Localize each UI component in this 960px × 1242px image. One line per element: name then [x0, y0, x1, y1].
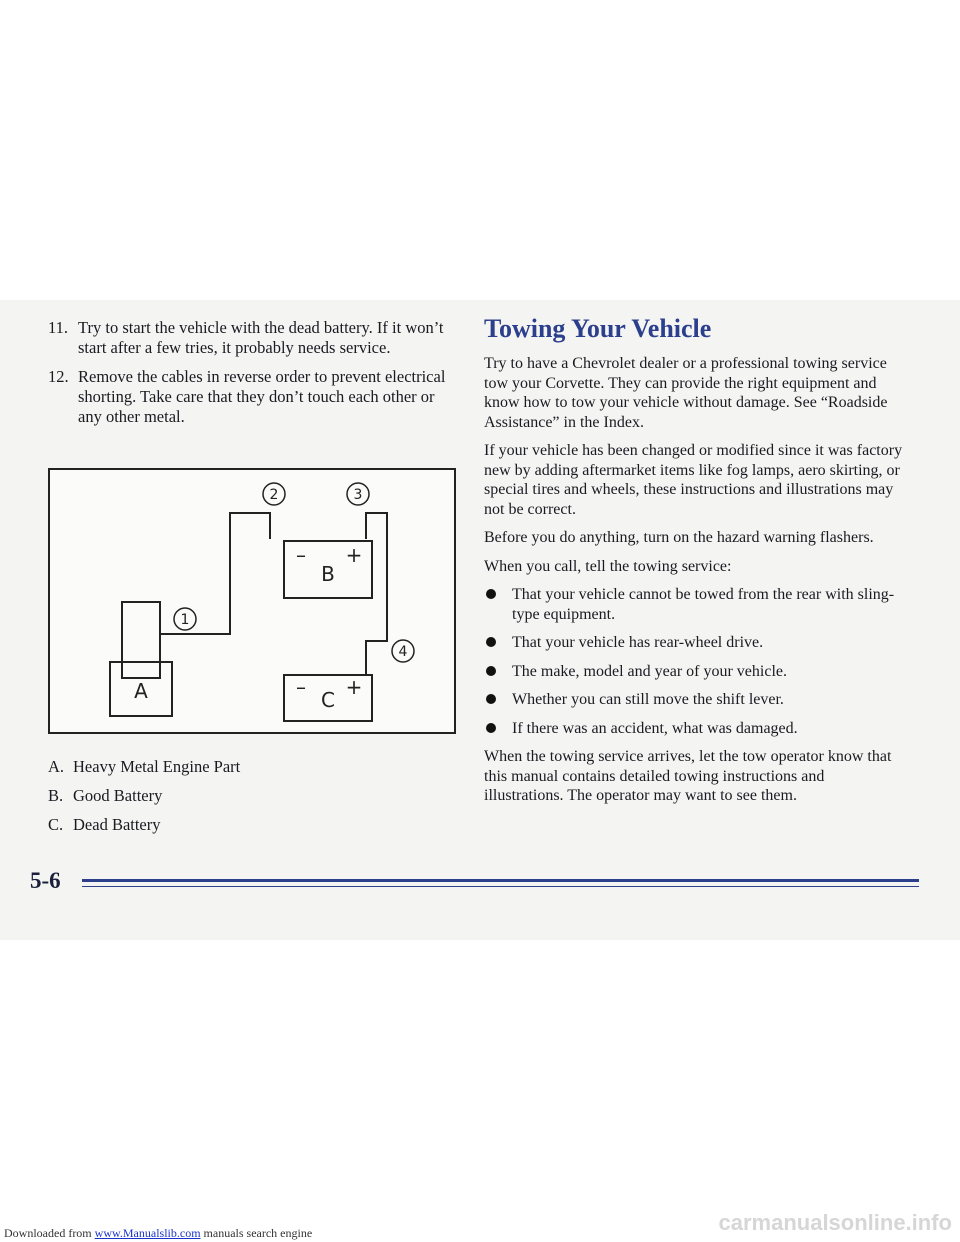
callout-3-number: 3 — [353, 487, 363, 503]
step-12 — [48, 367, 448, 427]
step-number: 12. — [48, 367, 69, 386]
bullet-icon — [486, 694, 496, 704]
label-a: A — [134, 679, 148, 703]
step-11 — [48, 318, 448, 358]
checklist-text: That your vehicle has rear-wheel drive. — [512, 634, 764, 651]
checklist-text: That your vehicle cannot be towed from the rear with sling-type equipment. — [512, 586, 895, 623]
page-footer — [30, 868, 890, 898]
watermark: carmanualsonline.info — [718, 1210, 952, 1235]
modification-paragraph: If your vehicle has been changed or modified since it was factory new by adding aftermarket items like fog lamps, aero skirting, or special tires and wheels, these instructions and illustrations may not be correct. — [484, 442, 903, 518]
footer-rule — [82, 879, 919, 882]
download-note — [4, 1226, 312, 1241]
engine-part-a-upper — [122, 602, 160, 678]
page-number: 5-6 — [30, 868, 61, 893]
battery-c-negative-terminal: – — [296, 675, 306, 699]
towing-section — [484, 312, 904, 815]
checklist-text: Whether you can still move the shift lever. — [512, 691, 784, 708]
checklist-item — [484, 719, 904, 739]
battery-b-positive-terminal: + — [345, 543, 363, 567]
legend-item-b — [48, 786, 448, 806]
towing-checklist — [484, 585, 904, 738]
jump-start-diagram — [48, 468, 456, 734]
manualslib-link[interactable]: www.Manualslib.com — [94, 1226, 201, 1240]
legend-item-c — [48, 815, 448, 835]
step-text: Try to start the vehicle with the dead battery. If it won’t start after a few tries, it probably needs service. — [78, 318, 444, 357]
section-title: Towing Your Vehicle — [484, 314, 712, 343]
arrival-paragraph: When the towing service arrives, let the tow operator know that this manual contains detailed towing instructions and illustrations. The operator may want to see them. — [484, 748, 892, 804]
checklist-text: If there was an accident, what was damaged. — [512, 719, 798, 737]
legend-letter: A. — [48, 757, 65, 776]
bullet-icon — [486, 723, 496, 733]
legend-letter: C. — [48, 815, 64, 834]
battery-b-negative-terminal: – — [296, 543, 306, 567]
legend-text: Dead Battery — [73, 815, 161, 834]
steps-list — [48, 318, 448, 427]
legend-item-a — [48, 757, 448, 777]
step-text: Remove the cables in reverse order to prevent electrical shorting. Take care that they don’t touch each other or any other metal. — [78, 367, 446, 426]
download-suffix: manuals search engine — [200, 1226, 313, 1240]
battery-connection-diagram — [50, 470, 454, 732]
footer-rule-thin — [82, 886, 919, 887]
label-b: B — [321, 562, 335, 586]
checklist-item — [484, 662, 904, 682]
jump-start-steps-column — [48, 318, 448, 436]
bullet-icon — [486, 637, 496, 647]
hazard-paragraph: Before you do anything, turn on the hazard warning flashers. — [484, 529, 874, 546]
label-c: C — [321, 688, 335, 712]
download-prefix: Downloaded from — [4, 1226, 95, 1240]
callout-4-number: 4 — [398, 644, 408, 660]
battery-c-positive-terminal: + — [345, 675, 363, 699]
cable-2-line — [160, 513, 270, 634]
legend-text: Heavy Metal Engine Part — [73, 757, 241, 776]
checklist-item — [484, 690, 904, 710]
bullet-icon — [486, 666, 496, 676]
callout-2-number: 2 — [269, 487, 279, 503]
bullet-icon — [486, 589, 496, 599]
diagram-legend — [48, 757, 448, 844]
checklist-item — [484, 633, 904, 653]
step-number: 11. — [48, 318, 69, 337]
call-paragraph: When you call, tell the towing service: — [484, 557, 732, 575]
checklist-text: The make, model and year of your vehicle. — [512, 662, 787, 680]
callout-1-number: 1 — [180, 612, 190, 628]
cable-3-line — [366, 513, 387, 675]
legend-text: Good Battery — [73, 786, 163, 805]
checklist-item — [484, 585, 904, 624]
towing-intro-paragraph: Try to have a Chevrolet dealer or a professional towing service tow your Corvette. They can provide the right equipment and know how to tow your vehicle without damage. See “Roadside Assistance” in the Index. — [484, 355, 888, 431]
legend-letter: B. — [48, 786, 64, 805]
